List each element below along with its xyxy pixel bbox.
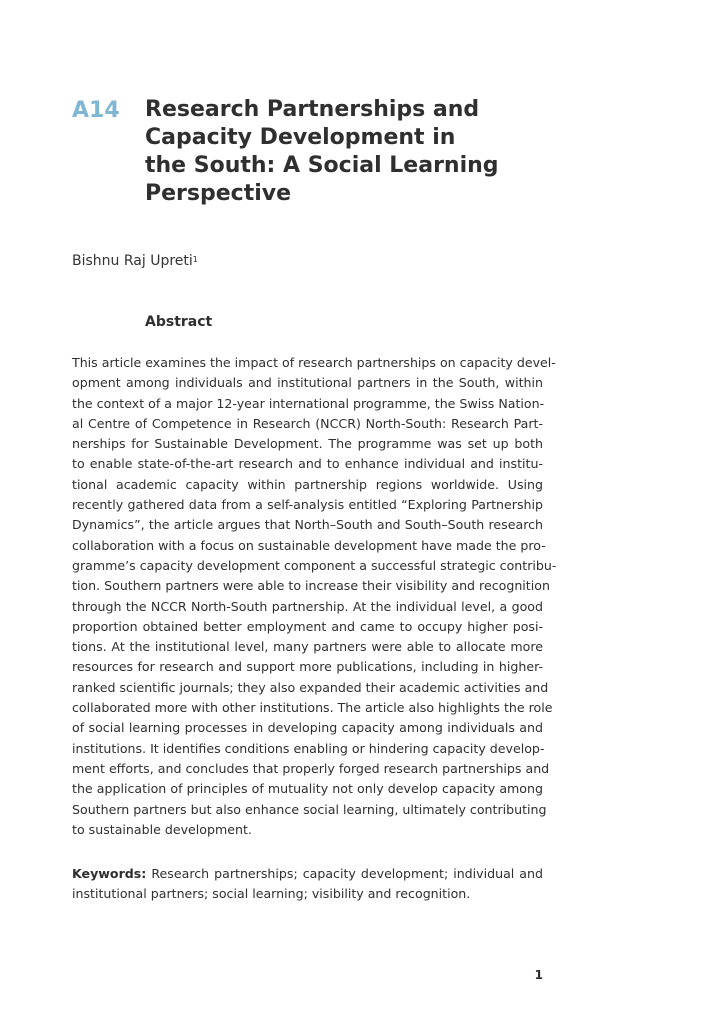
keywords-line [72,864,543,884]
abstract-line: resources for research and support more publications, including in higher- [72,659,543,675]
abstract-heading: Abstract [145,314,213,330]
author-name: Bishnu Raj Upreti [72,253,193,269]
abstract-line: institutions. It identifies conditions enabling or hindering capacity develop- [72,740,545,756]
chapter-title-line: Perspective [145,181,292,206]
chapter-title-line: Capacity Development in [145,125,456,150]
abstract-line: Southern partners but also enhance social learning, ultimately contributing [72,801,547,817]
keywords-line: institutional partners; social learning; visibility and recognition. [72,886,471,902]
abstract-line: tions. At the institutional level, many partners were able to allocate more [72,639,543,655]
abstract-line: recently gathered data from a self-analysis entitled “Exploring Partnership [72,497,543,513]
keywords [72,864,543,905]
abstract-line: gramme’s capacity development component a successful strategic contribu- [72,557,557,573]
abstract-line: to sustainable development. [72,821,252,837]
page-number: 1 [534,968,543,982]
abstract-line: to enable state-of-the-art research and to enhance individual and institu- [72,456,543,472]
abstract-line: the context of a major 12-year international programme, the Swiss Nation- [72,395,545,411]
abstract-line: Dynamics”, the article argues that North–South and South–South research [72,517,543,533]
author-line [72,252,198,270]
abstract-line: collaboration with a focus on sustainable development have made the pro- [72,537,546,553]
chapter-number: A14 [72,98,120,123]
abstract-line: proportion obtained better employment and came to occupy higher posi- [72,618,543,634]
abstract-line: tion. Southern partners were able to increase their visibility and recognition [72,578,550,594]
abstract-line: through the NCCR North-South partnership. At the individual level, a good [72,598,543,614]
abstract-line: collaborated more with other institutions. The article also highlights the role [72,700,553,716]
author-footnote-mark[interactable]: 1 [192,255,198,264]
abstract-body [72,353,557,840]
abstract-line: ranked scientific journals; they also expanded their academic activities and [72,679,549,695]
chapter-title-line: the South: A Social Learning [145,153,499,178]
abstract-line: ment efforts, and concludes that properly forged research partnerships and [72,760,550,776]
keywords-text: Research partnerships; capacity development; individual and [151,866,544,881]
abstract-line: al Centre of Competence in Research (NCCR) North-South: Research Part- [72,415,543,431]
abstract-line: opment among individuals and institutional partners in the South, within [72,375,543,391]
chapter-title-line: Research Partnerships and [145,97,480,122]
keywords-label: Keywords: [72,866,147,881]
chapter-title [145,96,565,208]
abstract-line: tional academic capacity within partnership regions worldwide. Using [72,476,543,492]
abstract-line: of social learning processes in developing capacity among individuals and [72,720,543,736]
abstract-line: nerships for Sustainable Development. The programme was set up both [72,436,543,452]
abstract-line: the application of principles of mutuality not only develop capacity among [72,781,543,797]
abstract-line: This article examines the impact of research partnerships on capacity devel- [72,355,556,370]
